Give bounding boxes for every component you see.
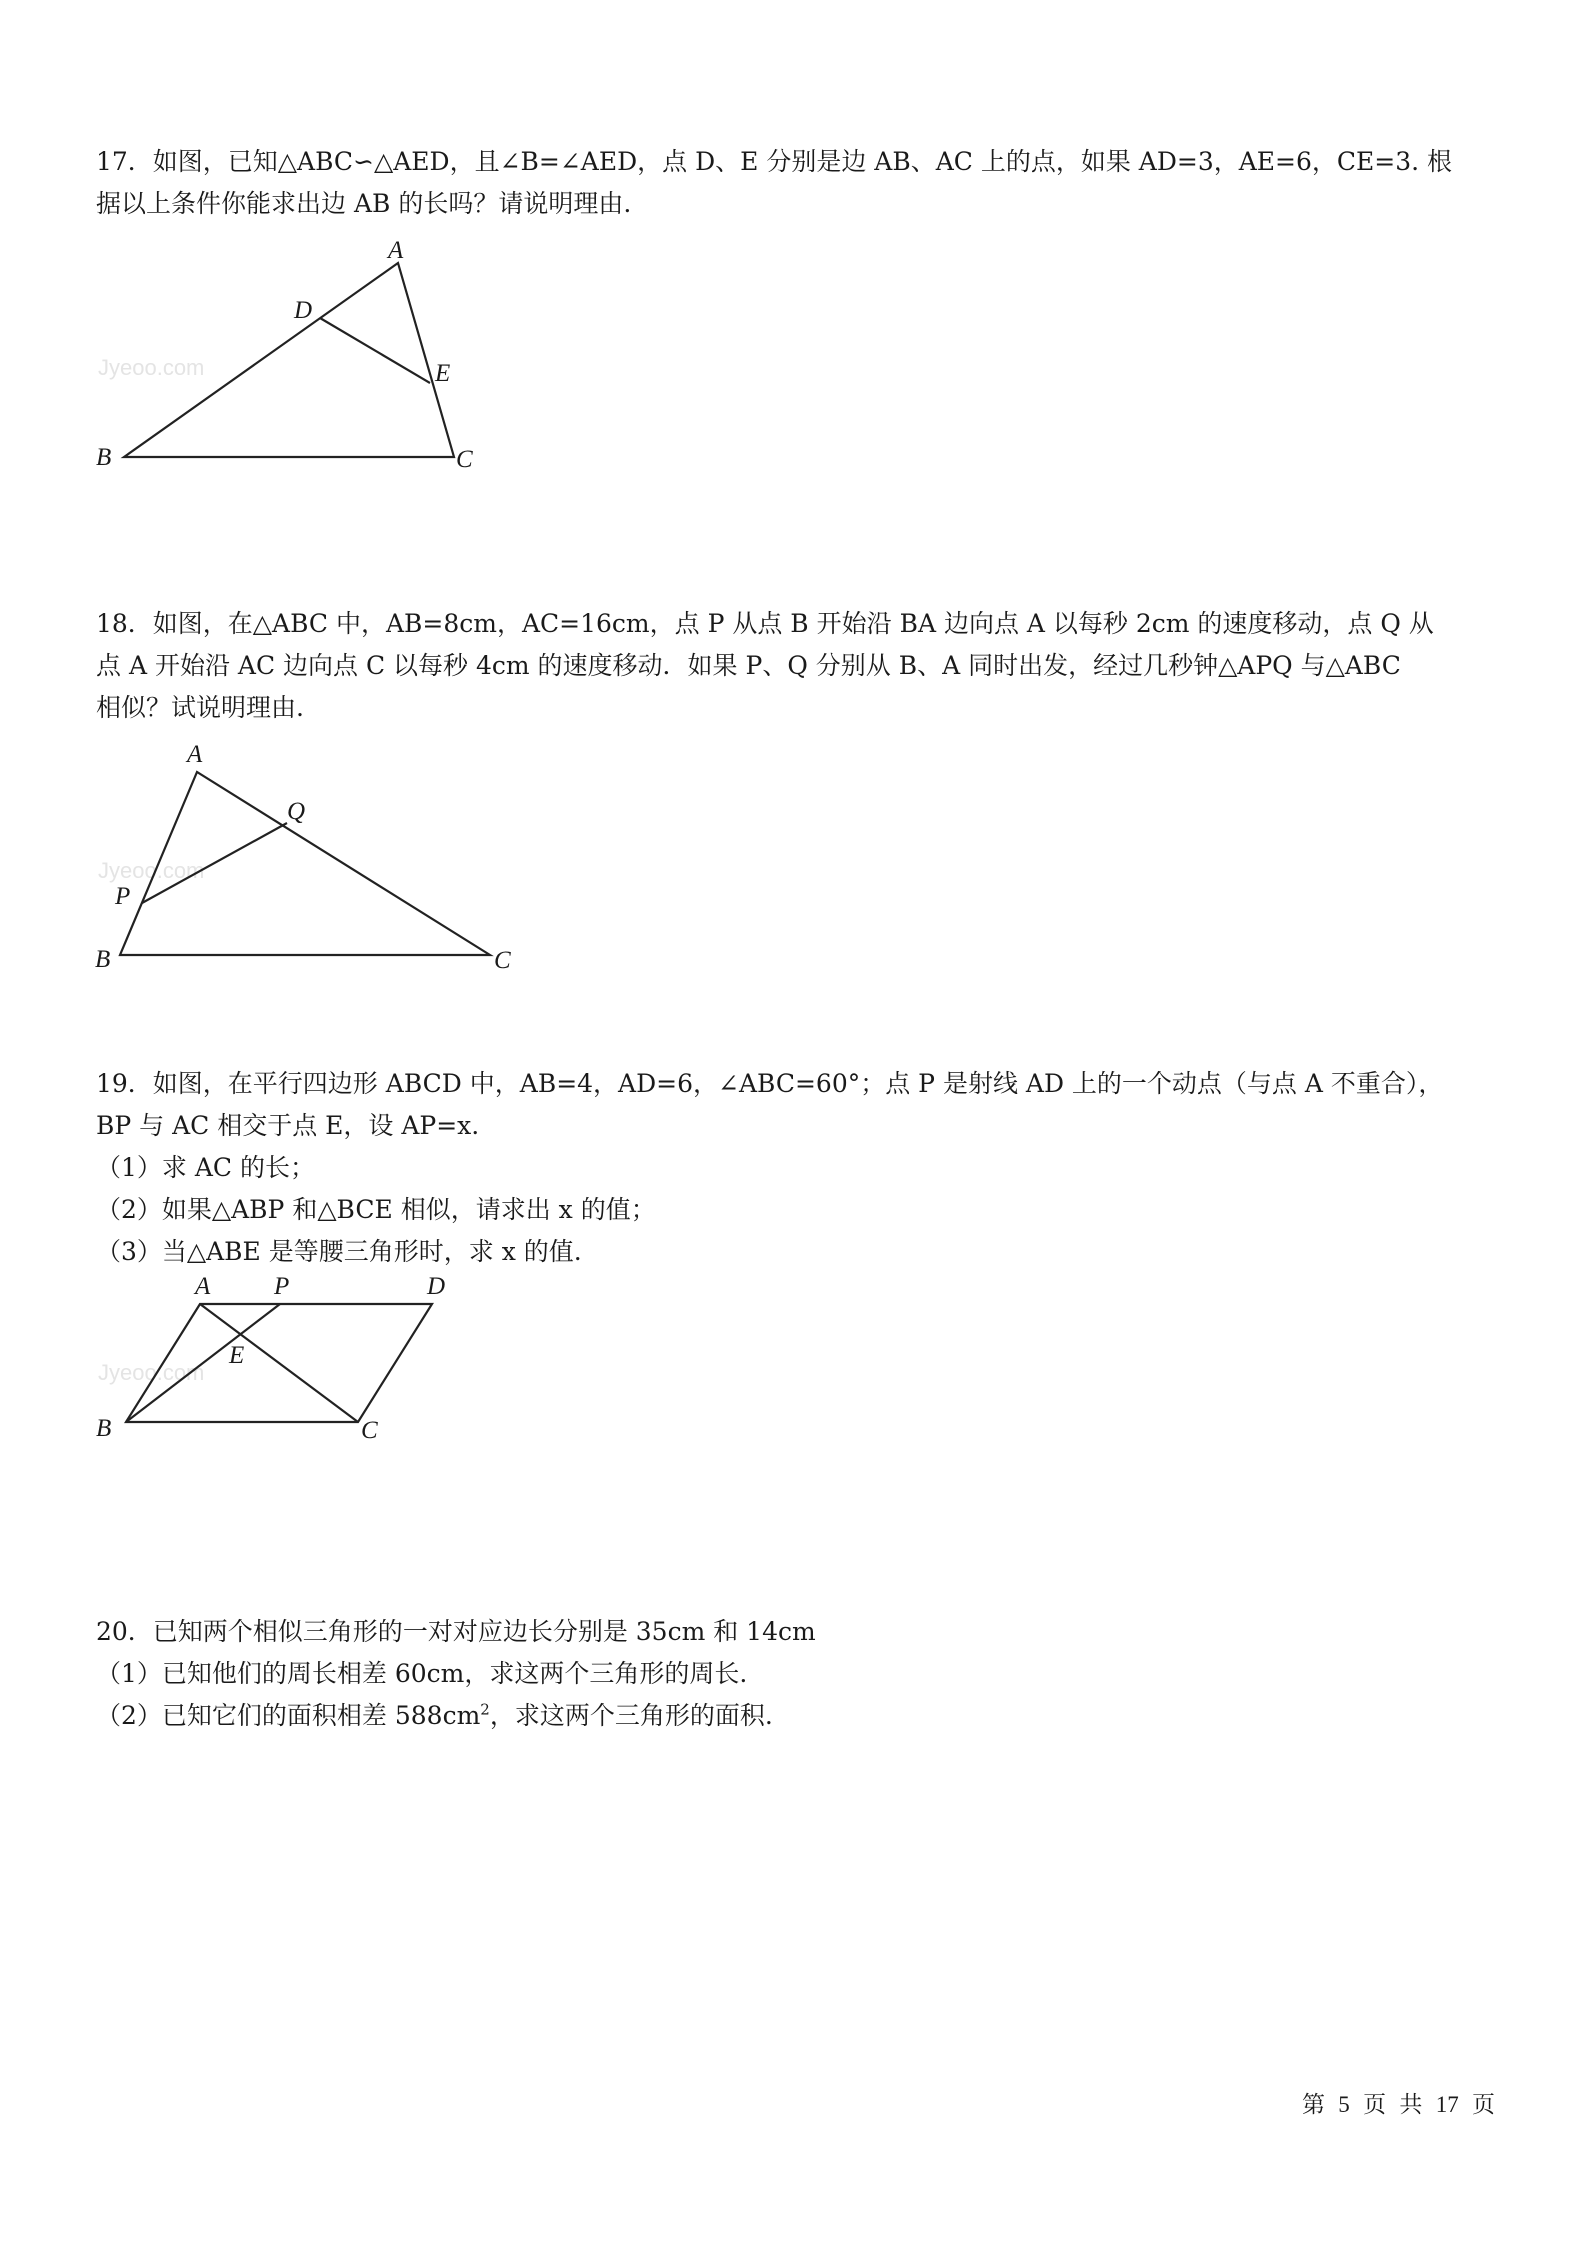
q18-label-c: C — [494, 947, 511, 974]
q19-diagonal-ac — [200, 1304, 358, 1422]
q17-text-line2: 据以上条件你能求出边 AB 的长吗？请说明理由. — [96, 189, 632, 218]
footer-prefix: 第 — [1301, 2092, 1325, 2118]
page-footer — [1302, 2086, 1495, 2119]
q19-figure-svg — [0, 0, 520, 1460]
q17-label-b: B — [96, 444, 112, 471]
q19-label-c: C — [361, 1417, 378, 1444]
q17-label-e: E — [435, 360, 451, 387]
q20-part-2-text: （2）已知它们的面积相差 588cm — [96, 1701, 481, 1730]
q19-parallelogram-figure — [0, 0, 520, 1460]
q17-watermark: Jyeoo.com — [98, 355, 205, 380]
q20-text-line1: 20．已知两个相似三角形的一对对应边长分别是 35cm 和 14cm — [96, 1617, 816, 1646]
q19-watermark: Jyeoo.com — [98, 1360, 205, 1385]
footer-total-pages: 17 — [1435, 2092, 1459, 2117]
q19-label-p: P — [274, 1273, 290, 1300]
q19-part-2: （2）如果△ABP 和△BCE 相似，请求出 x 的值； — [96, 1195, 656, 1224]
footer-suffix: 页 — [1472, 2092, 1495, 2118]
q20-part-2 — [96, 1701, 773, 1731]
q20-part-2-text-end: ，求这两个三角形的面积. — [489, 1701, 773, 1730]
q19-text-line1: 19．如图，在平行四边形 ABCD 中，AB=4，AD=6，∠ABC=60°；点 P 是射线 AD 上的一个动点（与点 A 不重合）， — [96, 1069, 1444, 1098]
q18-label-p: P — [115, 883, 131, 910]
q18-text-line1: 18．如图，在△ABC 中，AB=8cm，AC=16cm，点 P 从点 B 开始沿 BA 边向点 A 以每秒 2cm 的速度移动，点 Q 从 — [96, 609, 1434, 638]
q17-label-c: C — [456, 446, 473, 473]
q17-label-d: D — [294, 297, 313, 324]
q20-part-1: （1）已知他们的周长相差 60cm，求这两个三角形的周长. — [96, 1659, 748, 1688]
q17-label-a: A — [388, 237, 404, 264]
q18-label-q: Q — [287, 798, 306, 825]
q19-label-d: D — [427, 1273, 446, 1300]
q19-part-3: （3）当△ABE 是等腰三角形时，求 x 的值. — [96, 1237, 582, 1266]
q18-label-b: B — [95, 946, 111, 973]
q19-label-b: B — [96, 1415, 112, 1442]
q19-text-line2: BP 与 AC 相交于点 E，设 AP=x. — [96, 1111, 480, 1140]
q18-text-line2: 点 A 开始沿 AC 边向点 C 以每秒 4cm 的速度移动．如果 P、Q 分别从 B、A 同时出发，经过几秒钟△APQ 与△ABC — [96, 651, 1401, 680]
q18-label-a: A — [187, 741, 203, 768]
footer-middle: 页 共 — [1363, 2092, 1423, 2118]
q19-label-e: E — [229, 1342, 245, 1369]
q17-text-line1: 17．如图，已知△ABC∽△AED，且∠B=∠AED，点 D、E 分别是边 AB、AC 上的点，如果 AD=3，AE=6，CE=3. 根 — [96, 147, 1453, 176]
footer-page-number: 5 — [1338, 2092, 1350, 2117]
q18-text-line3: 相似？试说明理由. — [96, 693, 304, 722]
q19-part-1: （1）求 AC 的长； — [96, 1153, 315, 1182]
q18-watermark: Jyeoo.com — [98, 858, 205, 883]
q19-label-a: A — [195, 1273, 211, 1300]
q20-part-2-superscript: 2 — [480, 1700, 490, 1719]
